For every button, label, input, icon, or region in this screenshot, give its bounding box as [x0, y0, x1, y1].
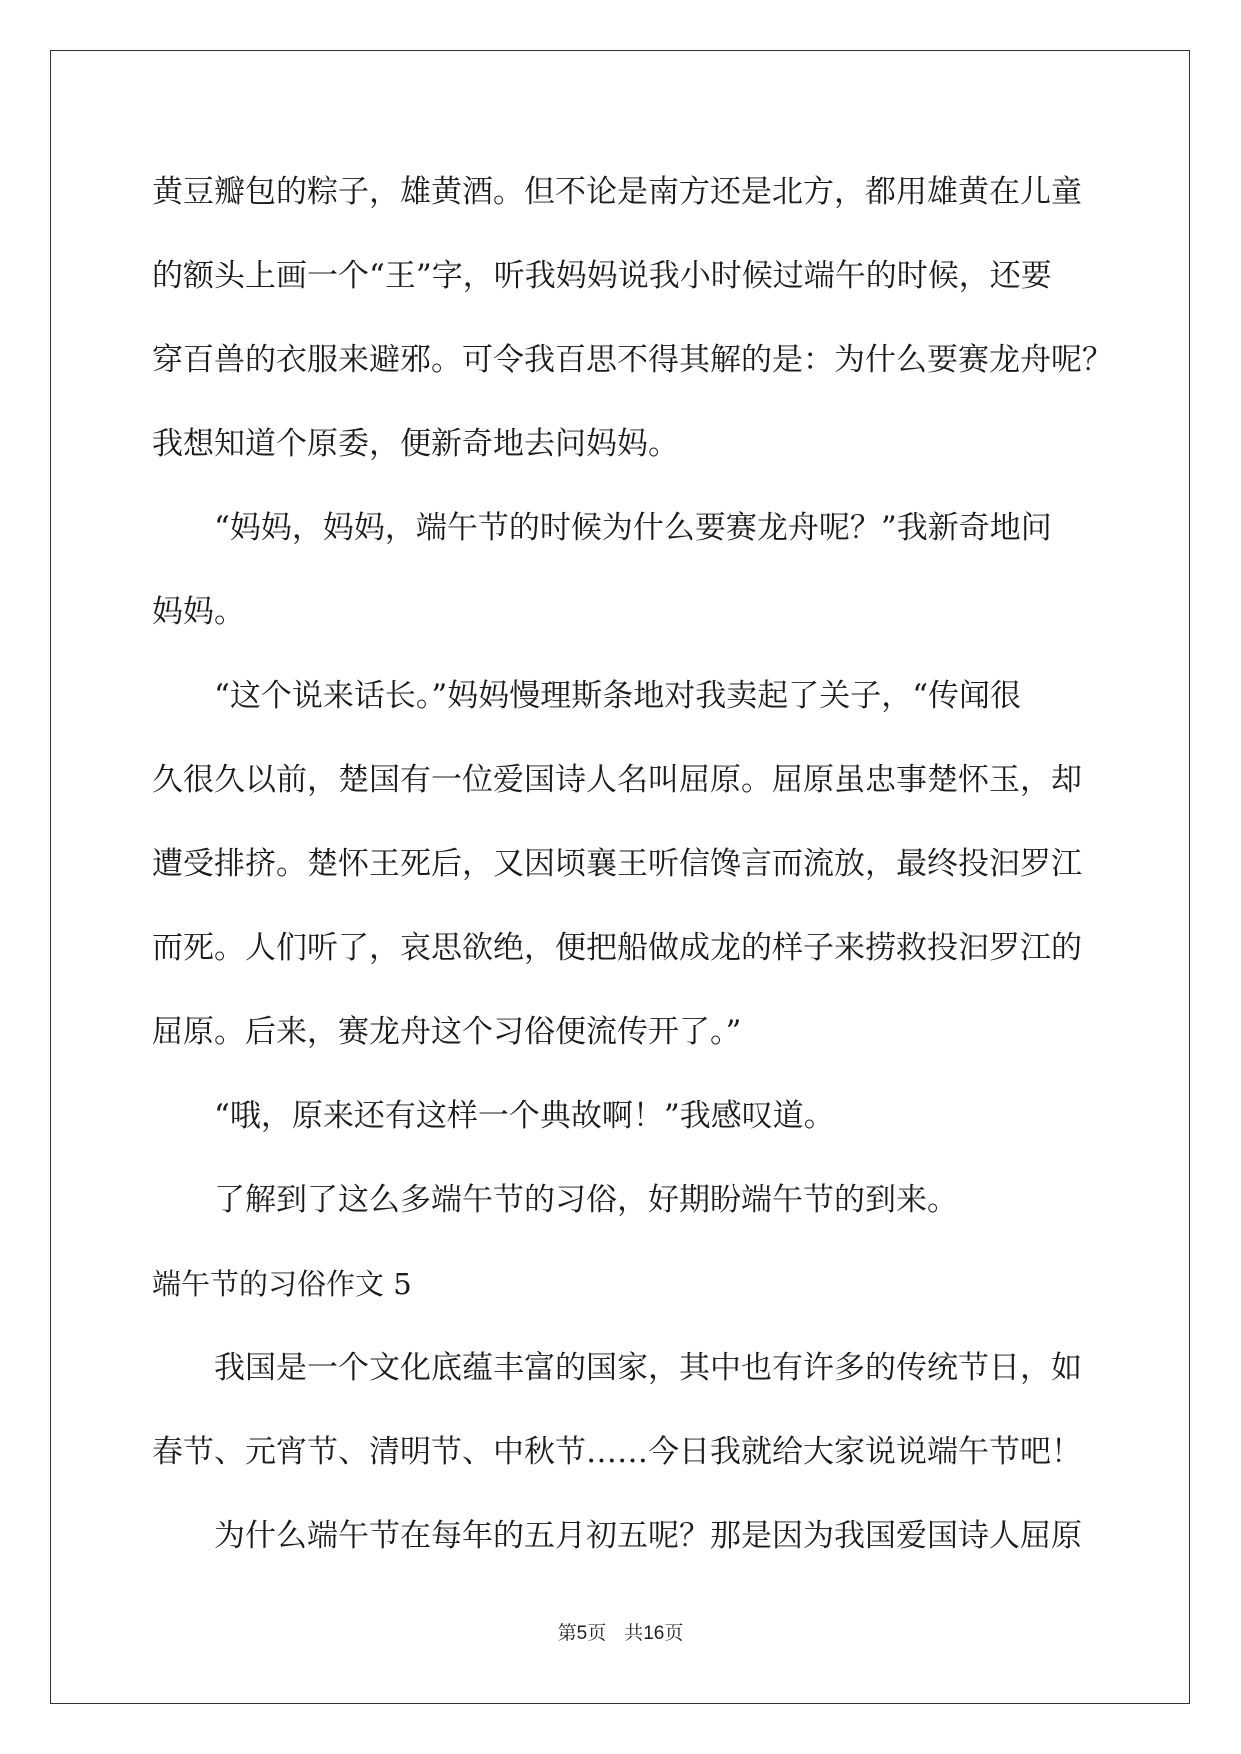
total-pages: 16: [643, 1623, 665, 1644]
text-line: 屈原。后来，赛龙舟这个习俗便流传开了。”: [152, 1014, 742, 1050]
total-suffix: 页: [664, 1622, 684, 1644]
page-prefix: 第: [557, 1622, 577, 1644]
text-line: 久很久以前，楚国有一位爱国诗人名叫屈原。屈原虽忠事楚怀玉，却: [152, 762, 1082, 798]
text-line: 穿百兽的衣服来避邪。可令我百思不得其解的是：为什么要赛龙舟呢？: [152, 342, 1113, 378]
text-line: 我想知道个原委，便新奇地去问妈妈。: [152, 426, 679, 462]
page-suffix: 页: [587, 1622, 607, 1644]
total-prefix: 共: [624, 1622, 644, 1644]
paragraph-start-line: 我国是一个文化底蕴丰富的国家，其中也有许多的传统节日，如: [214, 1350, 1082, 1386]
paragraph-start-line: “妈妈，妈妈，端午节的时候为什么要赛龙舟呢？”我新奇地问: [214, 510, 1052, 546]
text-line: 遭受排挤。楚怀王死后，又因顷襄王听信馋言而流放，最终投汩罗江: [152, 846, 1082, 882]
paragraph-start-line: “这个说来话长。”妈妈慢理斯条地对我卖起了关子，“传闻很: [214, 678, 1022, 714]
text-line: 春节、元宵节、清明节、中秋节……今日我就给大家说说端午节吧！: [152, 1434, 1082, 1470]
text-line: 妈妈。: [152, 594, 245, 630]
document-body: [152, 158, 1113, 1586]
section-heading: 端午节的习俗作文 5: [152, 1267, 412, 1301]
paragraph-start-line: 了解到了这么多端午节的习俗，好期盼端午节的到来。: [214, 1182, 958, 1218]
page-footer: [0, 1618, 1241, 1645]
page-number: 5: [576, 1623, 588, 1644]
paragraph-start-line: “哦，原来还有这样一个典故啊！”我感叹道。: [214, 1098, 835, 1134]
text-line: 黄豆瓣包的粽子，雄黄酒。但不论是南方还是北方，都用雄黄在儿童: [152, 174, 1082, 210]
paragraph-start-line: 为什么端午节在每年的五月初五呢？那是因为我国爱国诗人屈原: [214, 1518, 1082, 1554]
text-line: 的额头上画一个“王”字，听我妈妈说我小时候过端午的时候，还要: [152, 258, 1052, 294]
text-line: 而死。人们听了，哀思欲绝，便把船做成龙的样子来捞救投汩罗江的: [152, 930, 1082, 966]
